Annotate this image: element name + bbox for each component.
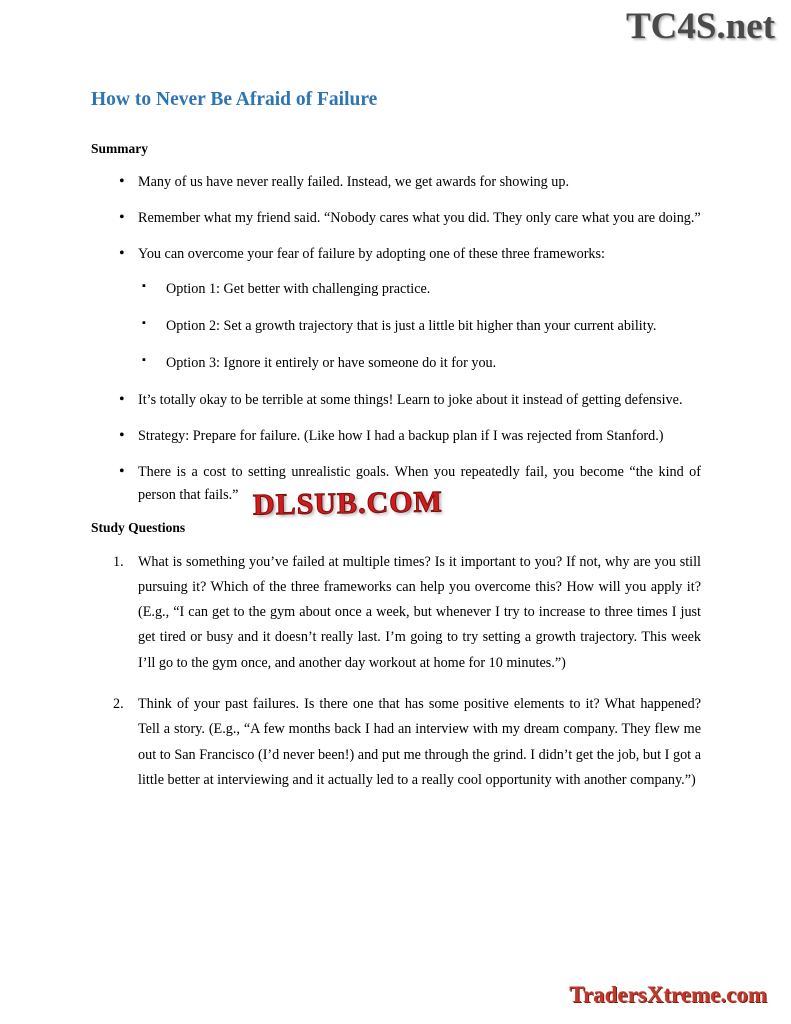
list-item bbox=[138, 315, 701, 338]
section-heading-summary: Summary bbox=[91, 141, 148, 157]
study-questions-list bbox=[91, 550, 701, 794]
summary-bullet-list bbox=[91, 171, 701, 506]
section-heading-study-questions: Study Questions bbox=[91, 519, 186, 535]
page-title: How to Never Be Afraid of Failure bbox=[91, 89, 378, 110]
list-item bbox=[91, 425, 701, 448]
question-text: Think of your past failures. Is there one that has some positive elements to it? What happened? Tell a story. (E.g., “A few months back I had an interview with my dream company. They flew me out to San Francisco (I’d never been!) and put me through the grind. I didn’t get the job, but I got a little better at interviewing and it actually led to a really cool opportunity with another company.”) bbox=[138, 695, 701, 788]
framework-options-list bbox=[138, 278, 701, 374]
watermark-top-right: TC4S.net bbox=[625, 6, 775, 47]
watermark-bottom-right: TradersXtreme.com bbox=[569, 982, 767, 1007]
list-item bbox=[91, 692, 701, 793]
bullet-text: Many of us have never really failed. Instead, we get awards for showing up. bbox=[138, 174, 570, 191]
list-item bbox=[138, 352, 701, 375]
list-item bbox=[91, 171, 701, 194]
list-item bbox=[91, 389, 701, 412]
list-item bbox=[91, 207, 701, 230]
list-item bbox=[91, 243, 701, 374]
bullet-text: It’s totally okay to be terrible at some things! Learn to joke about it instead of getting defensive. bbox=[138, 391, 683, 408]
question-text: What is something you’ve failed at multiple times? Is it important to you? If not, why are you still pursuing it? Which of the three frameworks can help you overcome this? How will you apply it? (E.g., “I can get to the gym about once a week, but whenever I try to increase to three times I just get tired or busy and it doesn’t really last. I’m going to try setting a growth trajectory. This week I’ll go to the gym once, and another day workout at home for 10 minutes.”) bbox=[138, 553, 701, 671]
bullet-text: There is a cost to setting unrealistic goals. When you repeatedly fail, you become “the kind of person that fails.” bbox=[138, 463, 701, 503]
sub-bullet-text: Option 3: Ignore it entirely or have someone do it for you. bbox=[166, 354, 497, 371]
bullet-text: Remember what my friend said. “Nobody cares what you did. They only care what you are doing.” bbox=[138, 210, 701, 227]
list-item bbox=[91, 550, 701, 676]
question-number: 1. bbox=[113, 553, 124, 570]
bullet-text: You can overcome your fear of failure by adopting one of these three frameworks: bbox=[138, 246, 605, 263]
watermark-center bbox=[247, 486, 449, 522]
sub-bullet-text: Option 2: Set a growth trajectory that is just a little bit higher than your current ability. bbox=[166, 318, 657, 335]
watermark-center-label: DLSUB.COM bbox=[252, 485, 444, 522]
question-number: 2. bbox=[113, 695, 124, 712]
list-item bbox=[138, 278, 701, 301]
document-body bbox=[91, 88, 701, 809]
sub-bullet-text: Option 1: Get better with challenging practice. bbox=[166, 281, 431, 298]
bullet-text: Strategy: Prepare for failure. (Like how I had a backup plan if I was rejected from Stanford.) bbox=[138, 427, 664, 444]
